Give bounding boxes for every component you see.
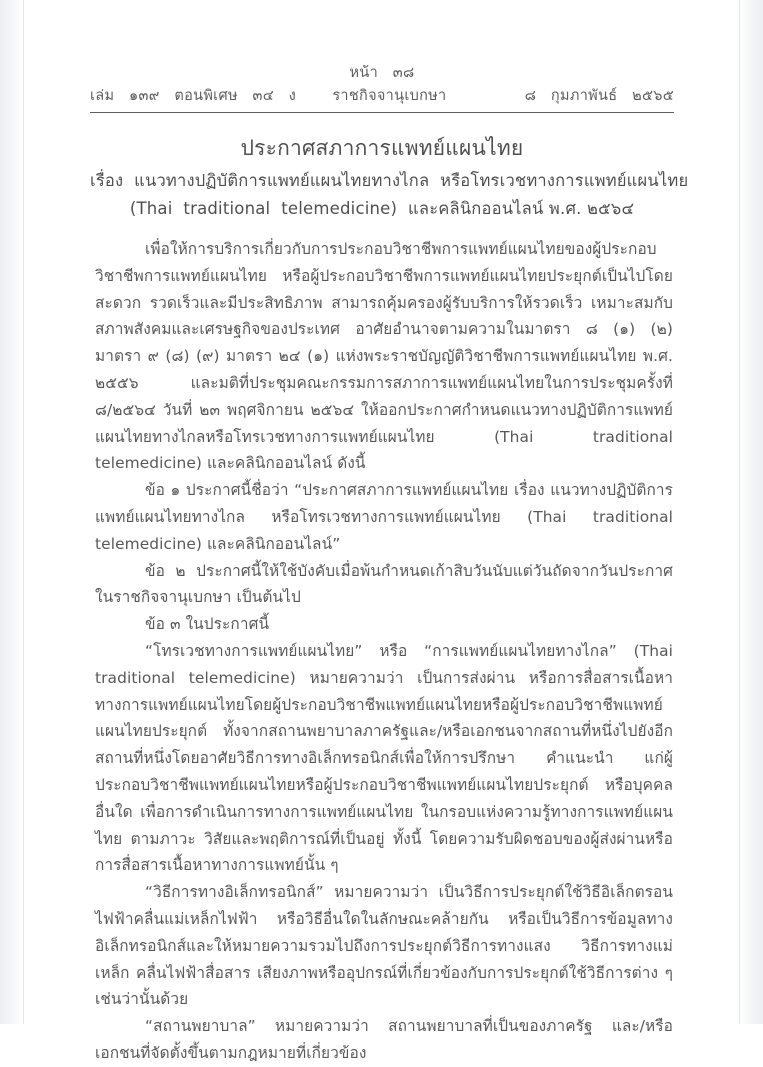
paragraph-definition-hospital: “สถานพยาบาล” หมายความว่า สถานพยาบาลที่เป็นของภาครัฐ และ/หรือเอกชนที่จัดตั้งขึ้นตามกฎหมายที่เกี่ยวข้อง xyxy=(95,1017,673,1062)
paragraph-preamble: เพื่อให้การบริการเกี่ยวกับการประกอบวิชาชีพการแพทย์แผนไทยของผู้ประกอบวิชาชีพการแพทย์แผนไทย หรือผู้ประกอบวิชาชีพการแพทย์แผนไทยประยุกต์เป็นไปโดยสะดวก รวดเร็วและมีประสิทธิภาพ สามารถคุ้มครองผู้รับบริการให้รวดเร็ว เหมาะสมกับสภาพสังคมและเศรษฐกิจของประเทศ อาศัยอำนาจตามความในมาตรา ๘ (๑) (๒) มาตรา ๙ (๘) (๙) มาตรา ๒๔ (๑) แห่งพระราชบัญญัติวิชาชีพการแพทย์แผนไทย พ.ศ. ๒๕๕๖ และมติที่ประชุมคณะกรรมการสภาการแพทย์แผนไทยในการประชุมครั้งที่ ๘/๒๕๖๔ วันที่ ๒๓ พฤศจิกายน ๒๕๖๔ ให้ออกประกาศกำหนดแนวทางปฏิบัติการแพทย์แผนไทยทางไกลหรือโทรเวชทางการแพทย์แผนไทย (Thai traditional telemedicine) และคลินิกออนไลน์ ดังนี้ xyxy=(95,240,673,473)
page-title: ประกาศสภาการแพทย์แผนไทย xyxy=(240,136,524,160)
announcement-subject-line-en: (Thai traditional telemedicine) และคลินิกออนไลน์ พ.ศ. ๒๕๖๔ xyxy=(129,199,635,219)
gazette-publication-date: ๘ กุมภาพันธ์ ๒๕๖๕ xyxy=(524,87,674,104)
document-body xyxy=(95,236,673,1067)
gazette-name: ราชกิจจานุเบกษา xyxy=(332,87,447,104)
gazette-header-row xyxy=(90,86,674,106)
gazette-volume-section: เล่ม ๑๓๙ ตอนพิเศษ ๓๔ ง xyxy=(90,87,297,104)
paragraph-clause-3: ข้อ ๓ ในประกาศนี้ xyxy=(145,615,270,634)
announcement-title-block xyxy=(90,133,689,223)
header-divider-rule xyxy=(90,112,674,113)
paragraph-clause-2: ข้อ ๒ ประกาศนี้ให้ใช้บังคับเมื่อพ้นกำหนดเก้าสิบวันนับแต่วันถัดจากวันประกาศในราชกิจจานุเบกษา เป็นต้นไป xyxy=(95,561,673,607)
folio-page-number: หน้า ๓๘ xyxy=(349,65,415,81)
announcement-subject-line: เรื่อง แนวทางปฏิบัติการแพทย์แผนไทยทางไกล หรือโทรเวชทางการแพทย์แผนไทย xyxy=(90,170,689,190)
running-head xyxy=(90,64,674,106)
paragraph-clause-1: ข้อ ๑ ประกาศนี้ชื่อว่า “ประกาศสภาการแพทย์แผนไทย เรื่อง แนวทางปฏิบัติการแพทย์แผนไทยทางไกล หรือโทรเวชทางการแพทย์แผนไทย (Thai traditional telemedicine) และคลินิกออนไลน์” xyxy=(95,481,673,553)
paragraph-definition-telemedicine: “โทรเวชทางการแพทย์แผนไทย” หรือ “การแพทย์แผนไทยทางไกล” (Thai traditional telemedicine) หมายความว่า เป็นการส่งผ่าน หรือการสื่อสารเนื้อหาทางการแพทย์แผนไทยโดยผู้ประกอบวิชาชีพแพทย์แผนไทยหรือผู้ประกอบวิชาชีพแพทย์แผนไทยประยุกต์ ทั้งจากสถานพยาบาลภาครัฐและ/หรือเอกชนจากสถานที่หนึ่งไปยังอีกสถานที่หนึ่งโดยอาศัยวิธีการทางอิเล็กทรอนิกส์เพื่อให้การปรึกษา คำแนะนำ แก่ผู้ประกอบวิชาชีพแพทย์แผนไทยหรือผู้ประกอบวิชาชีพแพทย์แผนไทยประยุกต์ หรือบุคคลอื่นใด เพื่อการดำเนินการทางการแพทย์แผนไทย ในกรอบแห่งความรู้ทางการแพทย์แผนไทย ตามภาวะ วิสัยและพฤติการณ์ที่เป็นอยู่ ทั้งนี้ โดยความรับผิดชอบของผู้ส่งผ่านหรือการสื่อสารเนื้อหาทางการแพทย์นั้น ๆ xyxy=(95,641,673,875)
paragraph-definition-electronic-method: “วิธีการทางอิเล็กทรอนิกส์” หมายความว่า เป็นวิธีการประยุกต์ใช้วิธีอิเล็กตรอนไฟฟ้าคลื่นแม่เหล็กไฟฟ้า หรือวิธีอื่นใดในลักษณะคล้ายกัน หรือเป็นวิธีการข้อมูลทางอิเล็กทรอนิกส์และให้หมายความรวมไปถึงการประยุกต์วิธีการทางแสง วิธีการทางแม่เหล็ก คลื่นไฟฟ้าสื่อสาร เสียงภาพหรืออุปกรณ์ที่เกี่ยวข้องกับการประยุกต์ใช้วิธีการต่าง ๆ เช่นว่านั้นด้วย xyxy=(95,883,673,1009)
